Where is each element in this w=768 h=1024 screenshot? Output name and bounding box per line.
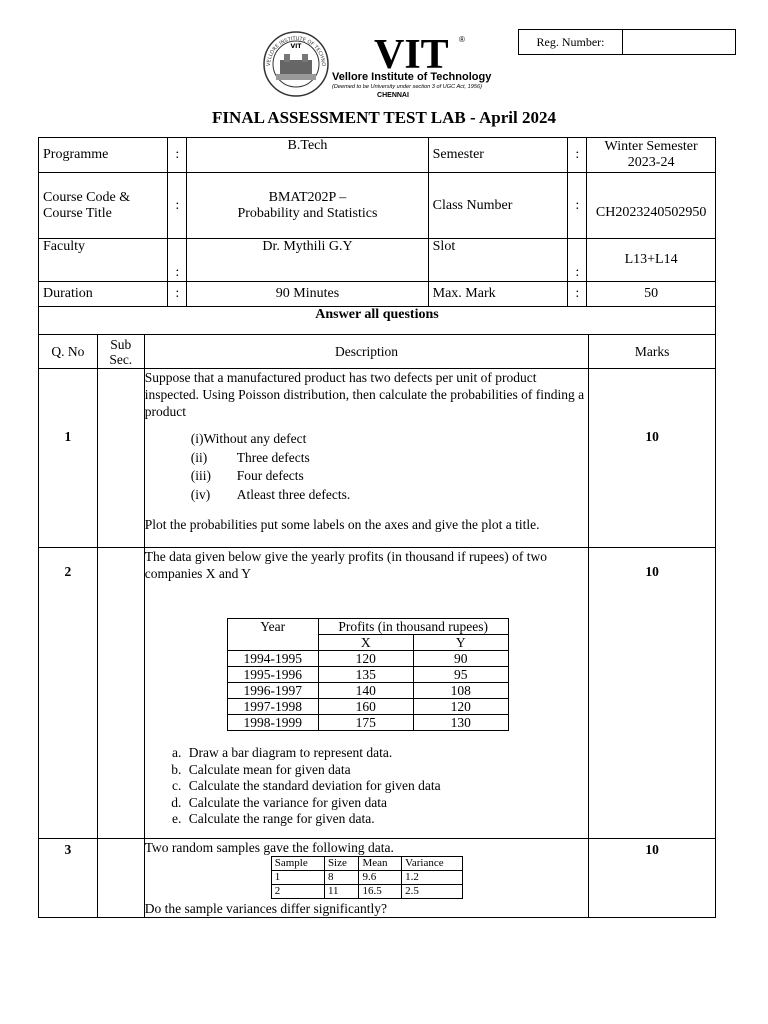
list-item: d. Calculate the variance for given data (185, 795, 589, 812)
max-mark-label: Max. Mark (428, 282, 568, 307)
registered-mark: ® (459, 35, 465, 44)
table-row: 1 8 9.6 1.2 (271, 871, 462, 885)
colon: : (168, 173, 187, 239)
question-marks: 10 (589, 839, 716, 918)
question-row-2 (39, 548, 716, 839)
max-mark-value: 50 (587, 282, 716, 307)
vit-seal-icon (262, 30, 328, 96)
semester-value-line-1: Winter Semester (604, 139, 698, 154)
institute-campus: CHENNAI (377, 92, 409, 99)
semester-label: Semester (428, 138, 568, 173)
question-description (144, 548, 589, 839)
class-number-value: CH2023240502950 (587, 173, 716, 239)
question-marks: 10 (589, 548, 716, 839)
question-intro: Suppose that a manufactured product has two defects per unit of product inspected. Using Poisson distribution, then calculate the probabilities of finding a product (144, 370, 585, 419)
slot-value: L13+L14 (587, 239, 716, 282)
table-row: 1996-1997 140 108 (227, 683, 508, 699)
col-sub-sec (97, 335, 144, 369)
table-row: 1997-1998 160 120 (227, 699, 508, 715)
answer-all-heading: Answer all questions (38, 306, 716, 334)
duration-value: 90 Minutes (187, 282, 428, 307)
colon: : (568, 239, 587, 282)
course-value-line-1: BMAT202P – (268, 189, 347, 205)
class-number-label: Class Number (428, 173, 568, 239)
question-text: Do the sample variances differ significantly? (144, 901, 387, 916)
question-marks: 10 (589, 369, 716, 548)
sub-section-cell (97, 548, 144, 839)
question-intro: The data given below give the yearly profits (in thousand if rupees) of two companies X and Y (144, 549, 547, 581)
course-label (39, 173, 168, 239)
course-info-table (38, 137, 716, 307)
slot-label: Slot (428, 239, 568, 282)
col-sub-line-1: Sub (110, 336, 132, 352)
duration-label: Duration (39, 282, 168, 307)
profits-header: Profits (in thousand rupees) (318, 619, 508, 635)
col-sub-line-2: Sec. (109, 351, 133, 367)
question-number: 1 (39, 369, 98, 548)
colon: : (568, 138, 587, 173)
x-header: X (318, 635, 413, 651)
question-sub-items (191, 430, 589, 504)
course-label-line-2: Course Title (43, 205, 112, 221)
list-item: e. Calculate the range for given data. (185, 811, 589, 828)
faculty-value: Dr. Mythili G.Y (187, 239, 428, 282)
programme-label: Programme (39, 138, 168, 173)
vit-brand: VIT (374, 32, 449, 78)
sub-section-cell (97, 839, 144, 918)
info-row-programme (39, 138, 716, 173)
colon: : (168, 282, 187, 307)
y-header: Y (413, 635, 508, 651)
institute-subtitle: (Deemed to be University under section 3 of UGC Act, 1956) (332, 84, 482, 90)
semester-value-line-2: 2023-24 (627, 155, 675, 170)
seal-text: VELLORE INSTITUTE OF TECHNO (265, 35, 327, 67)
table-row: 1995-1996 135 95 (227, 667, 508, 683)
task-list (145, 745, 589, 828)
programme-value: B.Tech (187, 138, 428, 173)
vit-logo (262, 30, 504, 102)
info-row-course (39, 173, 716, 239)
list-item: c. Calculate the standard deviation for given data (185, 778, 589, 795)
colon: : (168, 138, 187, 173)
samples-table (271, 856, 463, 899)
profits-table (227, 618, 509, 731)
colon: : (168, 239, 187, 282)
table-row: 2 11 16.5 2.5 (271, 885, 462, 899)
list-item: b. Calculate mean for given data (185, 762, 589, 779)
question-description (144, 839, 589, 918)
questions-header-row (39, 335, 716, 369)
sub-section-cell (97, 369, 144, 548)
info-row-faculty (39, 239, 716, 282)
list-item: a. Draw a bar diagram to represent data. (185, 745, 589, 762)
table-header-row: Sample Size Mean Variance (271, 857, 462, 871)
question-row-3 (39, 839, 716, 918)
year-header: Year (227, 619, 318, 651)
sub-item: (i)Without any defect (190, 431, 307, 446)
reg-number-box (518, 29, 736, 55)
question-description (144, 369, 589, 548)
question-number: 2 (39, 548, 98, 839)
course-value-line-2: Probability and Statistics (237, 205, 378, 221)
question-outro: Plot the probabilities put some labels on the axes and give the plot a title. (144, 517, 540, 532)
semester-value (587, 138, 716, 173)
colon: : (568, 173, 587, 239)
colon: : (568, 282, 587, 307)
info-row-duration (39, 282, 716, 307)
col-marks: Marks (589, 335, 716, 369)
sub-item: (ii) Three defects (190, 449, 310, 465)
institute-name: Vellore Institute of Technology (332, 71, 492, 83)
questions-table (38, 334, 716, 918)
table-row: 1998-1999 175 130 (227, 715, 508, 731)
question-row-1 (39, 369, 716, 548)
page-title: FINAL ASSESSMENT TEST LAB - April 2024 (212, 108, 556, 127)
course-value (187, 173, 428, 239)
col-qno: Q. No (39, 335, 98, 369)
course-label-line-1: Course Code & (43, 189, 131, 205)
seal-inner-text: VIT (290, 43, 302, 50)
col-description: Description (144, 335, 589, 369)
question-number: 3 (39, 839, 98, 918)
question-intro: Two random samples gave the following data. (144, 840, 394, 855)
reg-number-field (623, 30, 735, 54)
table-row: 1994-1995 120 90 (227, 651, 508, 667)
sub-item: (iv) Atleast three defects. (190, 486, 351, 502)
reg-number-label: Reg. Number: (519, 30, 623, 54)
sub-item: (iii) Four defects (190, 468, 304, 483)
faculty-label: Faculty (39, 239, 168, 282)
